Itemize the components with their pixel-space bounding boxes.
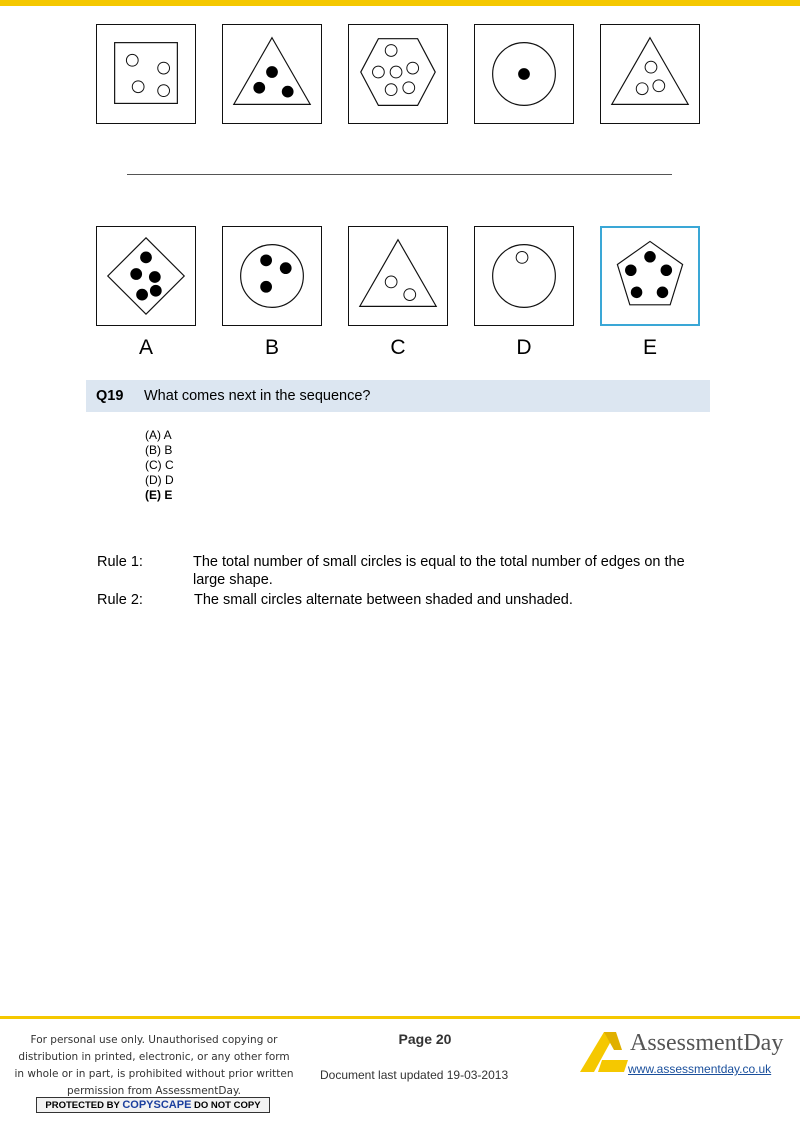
option-b-circle-three-dots[interactable] — [222, 226, 322, 326]
logo-text: AssessmentDay — [630, 1030, 784, 1056]
option-b-label: B — [264, 336, 279, 359]
option-c-label: C — [390, 336, 406, 359]
sequence-tile-3-hexagon-six-circles — [348, 24, 448, 124]
question-bar — [86, 380, 710, 412]
answer-d[interactable]: (D) D — [145, 473, 174, 487]
option-a-diamond-five-dots[interactable] — [96, 226, 196, 326]
copyright-notice: For personal use only. Unauthorised copying or distribution in printed, electronic, or any other form in whole or in part, is prohibited without prior written permission from AssessmentDay. — [14, 1034, 294, 1097]
copyscape-brand: COPYSCAPE — [122, 1099, 192, 1111]
answer-e-correct[interactable]: (E) E — [145, 488, 173, 502]
question-number: Q19 — [96, 388, 124, 404]
sequence-tile-1-square-four-circles — [96, 24, 196, 124]
answer-b[interactable]: (B) B — [145, 443, 173, 457]
last-updated: Document last updated 19-03-2013 — [320, 1068, 509, 1082]
page-number: Page 20 — [398, 1031, 452, 1047]
option-c-triangle-two-circles[interactable] — [348, 226, 448, 326]
sequence-tile-5-triangle-three-circles — [600, 24, 700, 124]
rule-2-label: Rule 2: — [97, 592, 143, 608]
section-divider — [127, 174, 672, 175]
copyscape-badge[interactable] — [36, 1097, 270, 1113]
answer-c[interactable]: (C) C — [145, 458, 174, 472]
option-d-label: D — [516, 336, 532, 359]
option-d-circle-one-circle[interactable] — [474, 226, 574, 326]
rule-1-label: Rule 1: — [97, 554, 143, 570]
rule-1-text: The total number of small circles is equal to the total number of edges on the large shape. — [193, 554, 685, 588]
answer-a[interactable]: (A) A — [145, 428, 172, 442]
top-accent-bar — [0, 0, 800, 6]
question-text: What comes next in the sequence? — [144, 388, 371, 404]
copyscape-prefix: PROTECTED BY — [45, 1100, 120, 1111]
website-link[interactable]: www.assessmentday.co.uk — [628, 1062, 772, 1076]
answer-list — [145, 428, 174, 503]
option-e-label: E — [642, 336, 657, 359]
copyscape-suffix: DO NOT COPY — [194, 1100, 261, 1111]
assessmentday-logo-icon — [578, 1030, 630, 1074]
option-a-label: A — [138, 336, 153, 359]
sequence-tile-2-triangle-three-dots — [222, 24, 322, 124]
option-e-pentagon-five-dots[interactable] — [600, 226, 700, 326]
footer-divider — [0, 1016, 800, 1019]
rule-2-text: The small circles alternate between shaded and unshaded. — [194, 592, 573, 608]
sequence-tile-4-circle-one-dot — [474, 24, 574, 124]
